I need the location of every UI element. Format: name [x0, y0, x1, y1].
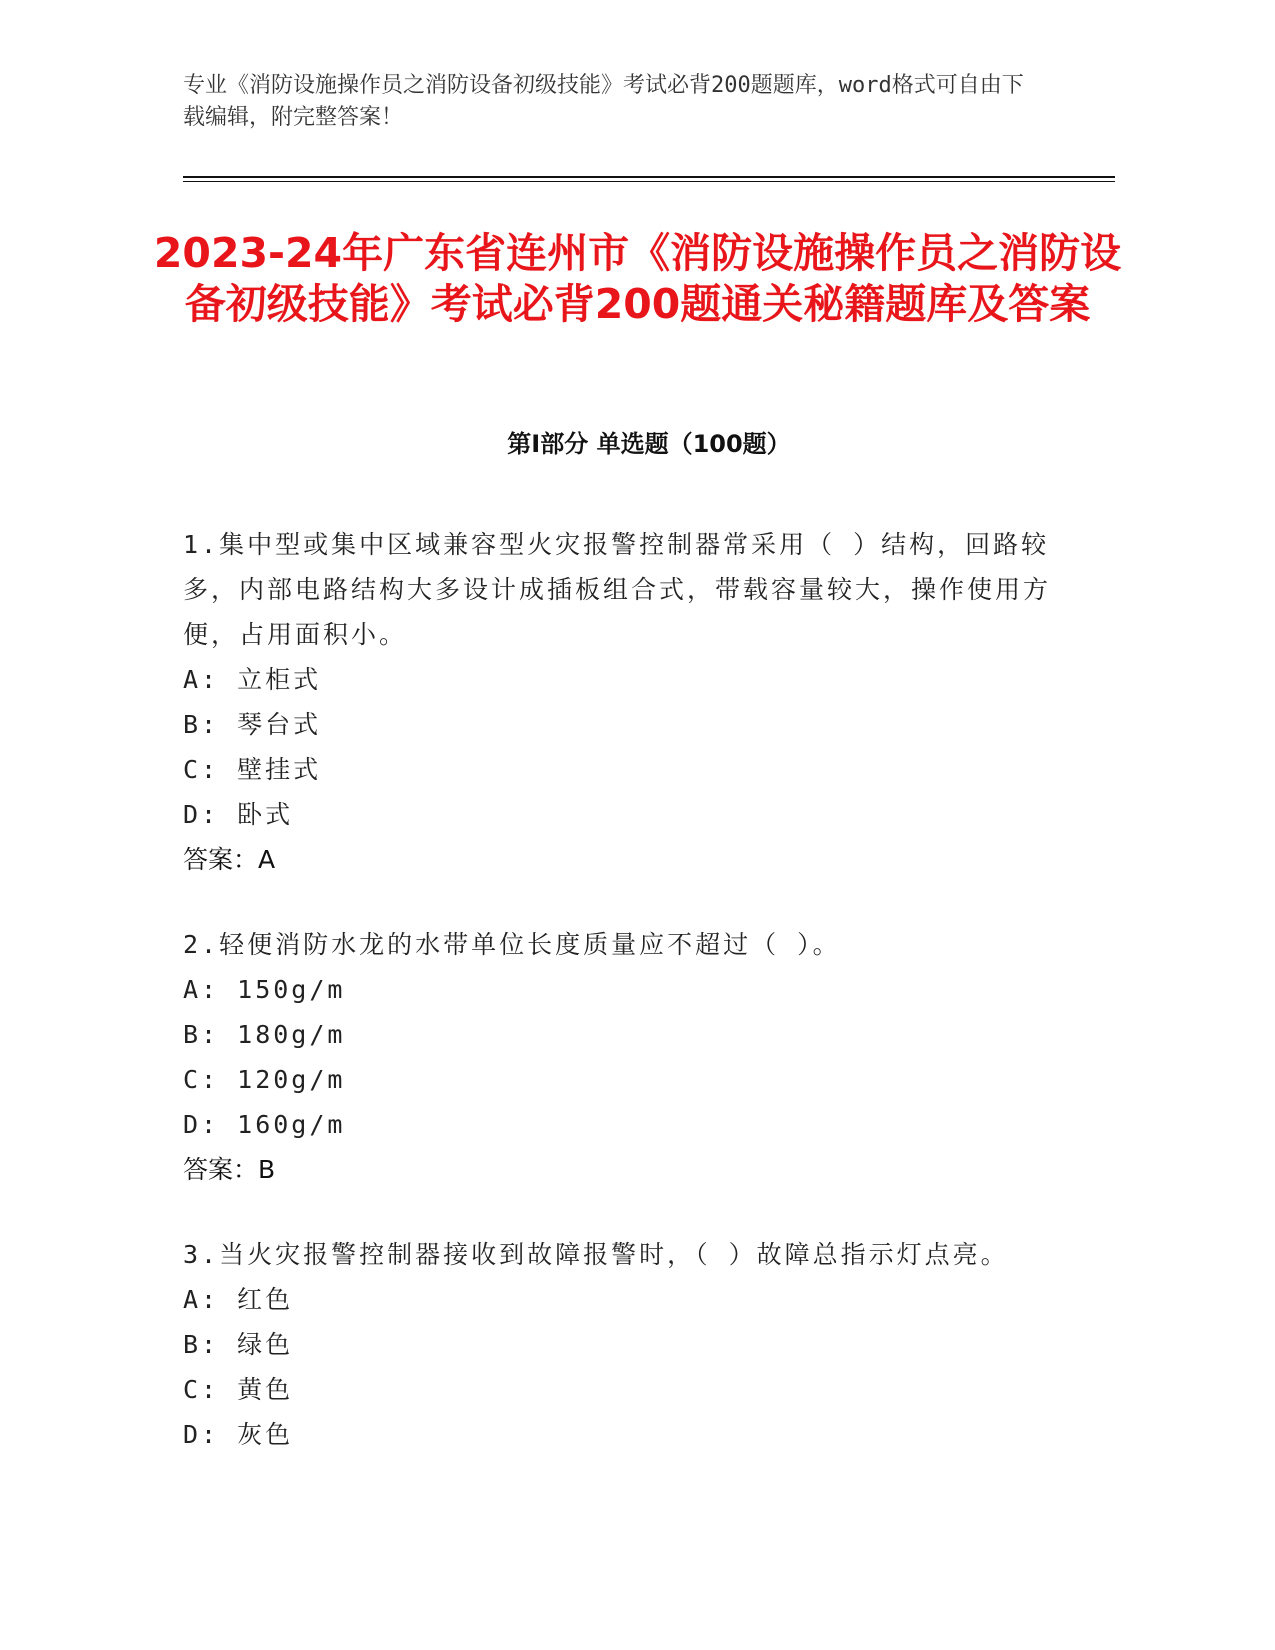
document-header: 专业《消防设施操作员之消防设备初级技能》考试必背200题题库，word格式可自由下载编辑，附完整答案！ — [183, 73, 1024, 130]
option-c: C: 120g/m — [183, 1065, 346, 1094]
option-c: C: 壁挂式 — [183, 755, 322, 784]
question-3 — [183, 1232, 1058, 1457]
option-d: D: 160g/m — [183, 1110, 346, 1139]
question-stem: 1.集中型或集中区域兼容型火灾报警控制器常采用（ ）结构，回路较多，内部电路结构大多设计成插板组合式，带载容量较大，操作使用方便，占用面积小。 — [183, 530, 1052, 649]
question-stem: 3.当火灾报警控制器接收到故障报警时，（ ）故障总指示灯点亮。 — [183, 1240, 1009, 1269]
header-divider-thick — [183, 176, 1115, 178]
question-2 — [183, 922, 1058, 1192]
option-d: D: 卧式 — [183, 800, 294, 829]
option-b: B: 绿色 — [183, 1330, 294, 1359]
document-title: 2023-24年广东省连州市《消防设施操作员之消防设备初级技能》考试必背200题通关秘籍题库及答案 — [153, 229, 1122, 328]
section-heading: 第I部分 单选题（100题） — [507, 430, 791, 458]
question-stem: 2.轻便消防水龙的水带单位长度质量应不超过（ ）。 — [183, 930, 841, 959]
header-divider-thin — [183, 181, 1115, 182]
question-list — [183, 522, 1058, 1497]
option-c: C: 黄色 — [183, 1375, 294, 1404]
option-a: A: 立柜式 — [183, 665, 322, 694]
option-b: B: 琴台式 — [183, 710, 322, 739]
question-1 — [183, 522, 1058, 882]
option-a: A: 红色 — [183, 1285, 294, 1314]
option-b: B: 180g/m — [183, 1020, 346, 1049]
answer-line: 答案：A — [183, 845, 276, 874]
answer-line: 答案：B — [183, 1155, 276, 1184]
option-d: D: 灰色 — [183, 1420, 294, 1449]
option-a: A: 150g/m — [183, 975, 346, 1004]
